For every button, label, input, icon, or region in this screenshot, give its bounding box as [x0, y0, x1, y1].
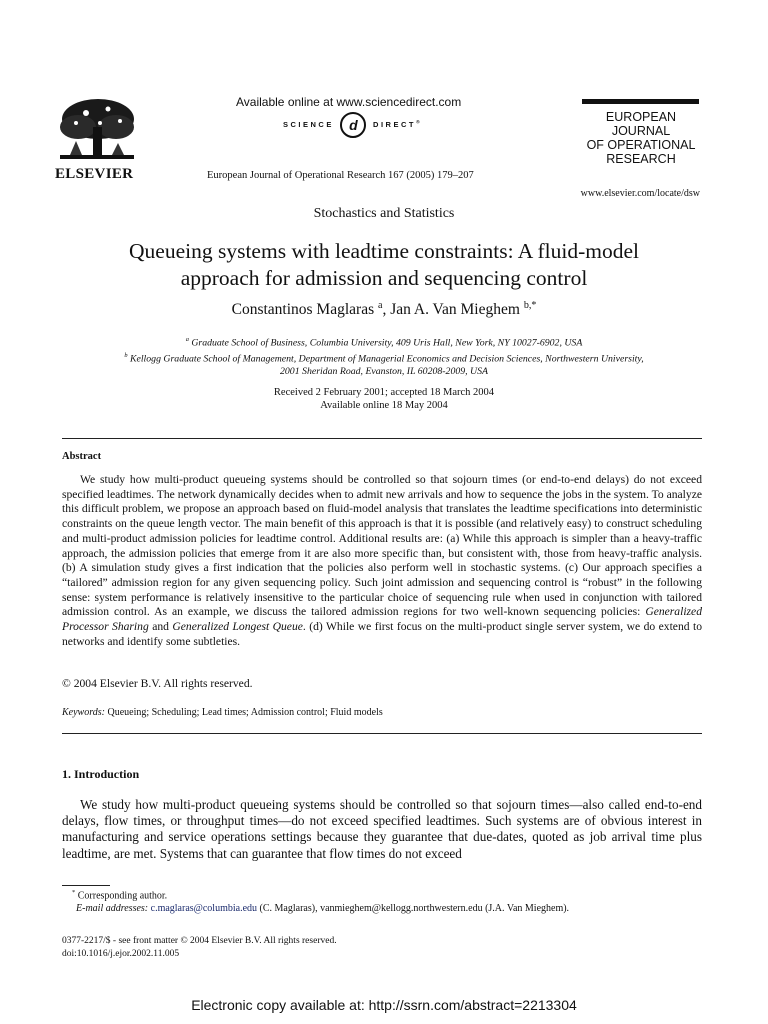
affil-text: Graduate School of Business, Columbia University, 409 Uris Hall, New York, NY 10027-6902, USA	[191, 337, 583, 349]
affiliation-b	[60, 349, 708, 378]
received-date: Received 2 February 2001; accepted 18 March 2004	[273, 387, 495, 398]
sciencedirect-logo	[283, 112, 422, 138]
footnote-text: Corresponding author.	[75, 890, 168, 902]
sd-at-icon: d	[340, 112, 366, 138]
corresponding-author-note	[72, 889, 167, 901]
abstract-part: We study how multi-product queueing systems should be controlled so that sojourn times (or end-to-end delays) do not exceed specified leadtimes. The network dynamically decides when to admit new arrivals and how to sequence the jobs in the system. To analyze this difficult problem, we propose an approach based on fluid-model analysis that translates the leadtime specifications into deterministic constraints on the queue length vector. The main benefit of this approach is that it is possible (and relatively easy) to construct scheduling and multi-product admission policies for leadtime control. Additional results are: (a) While this approach is simpler than a heavy-traffic approach, the admission policies that emerge from it are also more specific than, but consistent with, those from heavy-traffic analysis. (b) A simulation study gives a first indication that the policies also perform well in stochastic systems. (c) Our approach specifies a “tailored” admission region for any given sequencing policy. Such joint admission and sequencing control is “robust” in the following sense: system performance is relatively insensitive to the particular choice of sequencing rule when used in conjunction with tailored admission control. As an example, we discuss the tailored admission regions for two well-known sequencing policies:	[62, 473, 702, 619]
journal-url[interactable]: www.elsevier.com/locate/dsw	[580, 188, 700, 199]
dates	[0, 386, 768, 412]
article-title	[40, 238, 728, 292]
abstract-copyright: © 2004 Elsevier B.V. All rights reserved.	[62, 677, 253, 690]
abstract-text	[62, 473, 702, 649]
keywords-list: Queueing; Scheduling; Lead times; Admission control; Fluid models	[104, 707, 383, 718]
journal-name-line: EUROPEAN	[605, 110, 677, 124]
affil-text: Kellogg Graduate School of Management, Department of Managerial Economics and Decision Sciences, Northwestern University,	[129, 353, 644, 365]
section-label: Stochastics and Statistics	[313, 206, 455, 221]
title-line: approach for admission and sequencing control	[180, 266, 588, 290]
author-name: Jan A. Van Mieghem	[390, 301, 520, 319]
affil-mark: b	[124, 352, 128, 359]
abstract-part: and	[148, 620, 173, 634]
footnote-rule	[62, 885, 110, 886]
author-affil-mark: a	[377, 300, 383, 311]
journal-name	[582, 110, 700, 166]
front-matter	[62, 935, 337, 961]
author-name: Constantinos Maglaras	[231, 301, 375, 319]
journal-name-line: JOURNAL	[611, 124, 671, 138]
author-affil-mark: b,*	[523, 300, 537, 311]
intro-text: We study how multi-product queueing systems should be controlled so that sojourn times—also called end-to-end delays, flow times, or throughput times—do not exceed specified leadtimes. Such systems are of obvious interest in manufacturing and service operations settings because they guarantee that due-dates, quoted as job arrival time plus leadtime, are met. Systems that can guarantee that flow times do not exceed	[62, 797, 702, 861]
sd-mark: ®	[415, 120, 423, 126]
policy-name: Generalized Processor Sharing	[62, 605, 702, 634]
intro-heading: 1. Introduction	[62, 767, 140, 781]
journal-name-line: OF OPERATIONAL	[586, 138, 696, 152]
ssrn-banner[interactable]: Electronic copy available at: http://ssrn.com/abstract=2213304	[191, 997, 577, 1013]
affil-text: 2001 Sheridan Road, Evanston, IL 60208-2009, USA	[280, 366, 488, 378]
email-owner: (J.A. Van Mieghem).	[482, 903, 570, 914]
sd-right-text: DIRECT	[373, 119, 416, 129]
doi[interactable]: doi:10.1016/j.ejor.2002.11.005	[62, 949, 180, 959]
available-date: Available online 18 May 2004	[320, 400, 448, 411]
journal-bar	[582, 99, 699, 104]
affil-mark: a	[185, 336, 189, 343]
issn-line: 0377-2217/$ - see front matter © 2004 Elsevier B.V. All rights reserved.	[62, 936, 337, 946]
email-addresses	[76, 903, 569, 914]
policy-name: Generalized Longest Queue	[172, 620, 303, 634]
email-owner: (C. Maglaras),	[257, 903, 321, 914]
keywords	[62, 707, 383, 718]
publisher-name: ELSEVIER	[55, 166, 134, 182]
affiliation-a	[0, 336, 768, 348]
author-list	[0, 300, 768, 319]
abstract-part: . (d) While we first focus on the multi-product single server system, we do extend to networks and identify some subtleties.	[62, 620, 702, 648]
email-link[interactable]: c.maglaras@columbia.edu	[150, 903, 258, 914]
title-line: Queueing systems with leadtime constraints: A fluid-model	[129, 239, 639, 263]
keywords-label: Keywords:	[62, 707, 105, 718]
sd-left-text: SCIENCE	[283, 119, 334, 129]
elsevier-tree-logo	[56, 97, 138, 163]
journal-reference: European Journal of Operational Research 167 (2005) 179–207	[207, 170, 474, 181]
abstract-heading: Abstract	[62, 451, 102, 462]
abstract-top-rule	[62, 438, 702, 439]
available-online-text: Available online at www.sciencedirect.com	[236, 95, 462, 109]
footnote-mark: *	[72, 889, 76, 896]
abstract-bottom-rule	[62, 733, 702, 734]
author-separator: ,	[382, 301, 391, 319]
journal-name-line: RESEARCH	[606, 152, 676, 166]
email-label: E-mail addresses:	[76, 903, 149, 914]
email-link[interactable]: vanmieghem@kellogg.northwestern.edu	[320, 903, 483, 914]
